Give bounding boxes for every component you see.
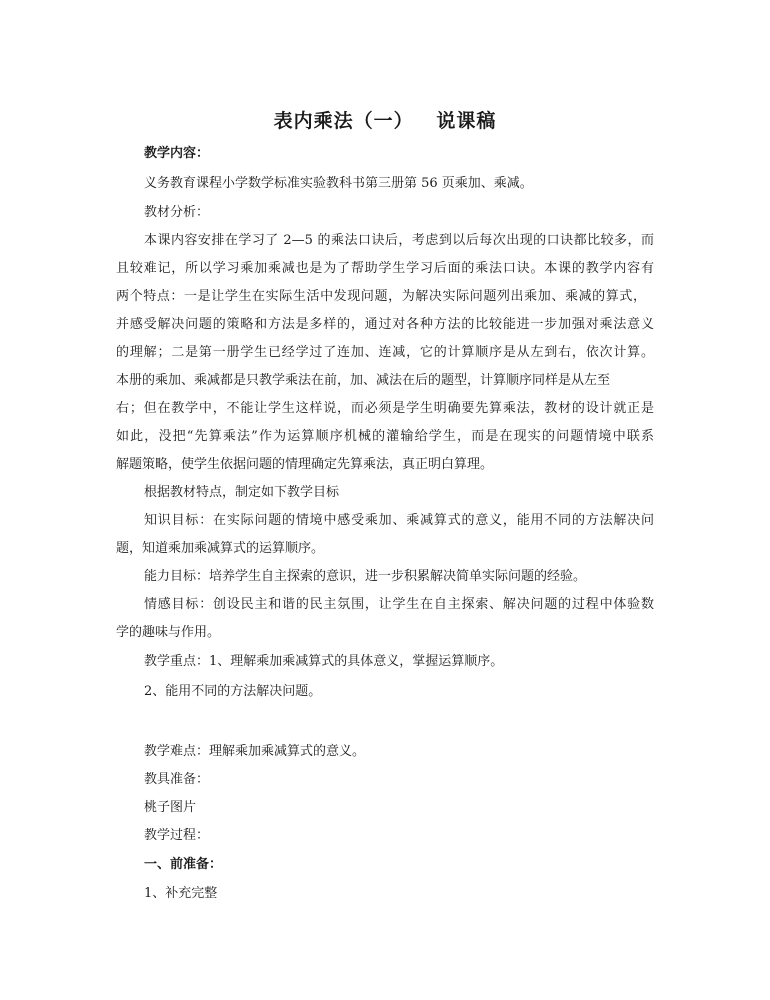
paragraph-line: 解题策略，使学生依据问题的情理确定先算乘法，真正明白算理。 — [116, 457, 494, 472]
paragraph-line: 本课内容安排在学习了 2—5 的乘法口诀后，考虑到以后每次出现的口诀都比较多，而 — [144, 233, 654, 248]
goal-ability: 能力目标：培养学生自主探索的意识，进一步积累解决简单实际问题的经验。 — [144, 569, 587, 584]
document-title: 表内乘法（一） 说课稿 — [273, 110, 497, 132]
paragraph-line: 学的趣味与作用。 — [116, 625, 221, 640]
teaching-aids-heading: 教具准备： — [144, 772, 210, 787]
paragraph-line: 1、补充完整 — [144, 886, 218, 901]
paragraph-line: 且较难记，所以学习乘加乘减也是为了帮助学生学习后面的乘法口诀。本课的教学内容有 — [116, 261, 654, 276]
section-heading-analysis: 教材分析： — [144, 205, 210, 220]
teaching-aids-item: 桃子图片 — [144, 800, 197, 815]
section-heading-content: 教学内容： — [144, 146, 210, 161]
goal-knowledge: 知识目标：在实际问题的情境中感受乘加、乘减算式的意义，能用不同的方法解决问 — [144, 513, 654, 528]
teaching-difficulty: 教学难点：理解乘加乘减算式的意义。 — [144, 744, 366, 759]
goal-emotion: 情感目标：创设民主和谐的民主氛围，让学生在自主探索、解决问题的过程中体验数 — [144, 597, 654, 612]
paragraph-line: 如此，没把“先算乘法”作为运算顺序机械的灌输给学生，而是在现实的问题情境中联系 — [116, 429, 654, 444]
paragraph-line: 根据教材特点，制定如下教学目标 — [144, 485, 340, 500]
paragraph-line: 两个特点：一是让学生在实际生活中发现问题，为解决实际问题列出乘加、乘减的算式， — [116, 289, 646, 304]
paragraph-line: 并感受解决问题的策略和方法是多样的，通过对各种方法的比较能进一步加强对乘法意义 — [116, 317, 654, 332]
teaching-key-point: 教学重点：1、理解乘加乘减算式的具体意义，掌握运算顺序。 — [144, 654, 504, 669]
teaching-key-point-2: 2、能用不同的方法解决问题。 — [144, 684, 322, 699]
paragraph-line: 题，知道乘加乘减算式的运算顺序。 — [116, 541, 325, 556]
section-heading-preparation: 一、前准备： — [144, 857, 223, 872]
paragraph-line: 本册的乘加、乘减都是只教学乘法在前，加、减法在后的题型，计算顺序同样是从左至 — [116, 373, 611, 388]
paragraph-line: 义务教育课程小学数学标准实验教科书第三册第 56 页乘加、乘减。 — [144, 176, 533, 191]
paragraph-line: 的理解；二是第一册学生已经学过了连加、连减，它的计算顺序是从左到右，依次计算。 — [116, 345, 654, 360]
teaching-process-heading: 教学过程： — [144, 828, 210, 843]
paragraph-line: 右；但在教学中，不能让学生这样说，而必须是学生明确要先算乘法，教材的设计就正是 — [116, 401, 654, 416]
